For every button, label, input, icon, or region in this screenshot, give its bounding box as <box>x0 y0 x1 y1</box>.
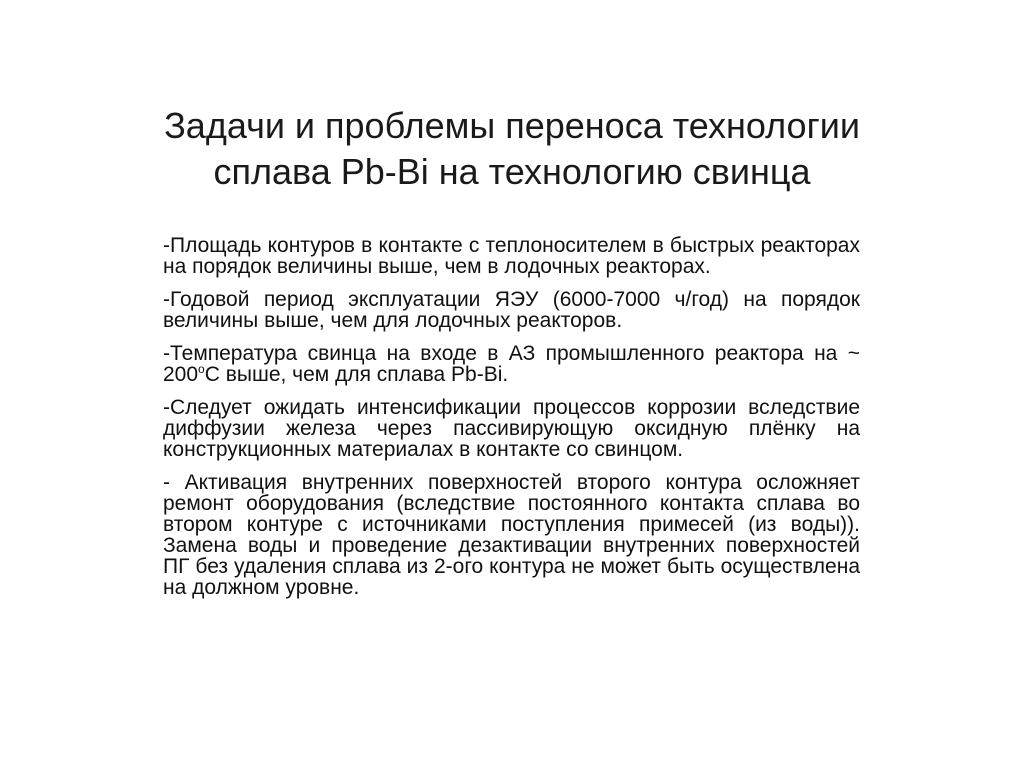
slide-title <box>80 103 944 195</box>
title-line-2: сплава Pb-Bi на технологию свинца <box>213 151 811 192</box>
list-item <box>163 235 860 277</box>
item-text-after: С выше, чем для сплава Pb-Bi. <box>204 363 509 386</box>
list-item <box>163 472 860 598</box>
list-item <box>163 343 860 385</box>
title-line-1: Задачи и проблемы переноса технологии <box>164 105 860 146</box>
item-text: -Следует ожидать интенсификации процессов коррозии вследствие диффузии железа через пассивирующую оксидную плёнку на конструкционных материалах в контакте со свинцом. <box>163 396 860 461</box>
list-item <box>163 397 860 460</box>
item-text-before: -Температура свинца на входе в АЗ промышленного реактора на ~ 200 <box>163 342 860 386</box>
degree-superscript: о <box>198 362 205 376</box>
bullet-list <box>163 235 860 610</box>
item-text: -Годовой период эксплуатации ЯЭУ (6000-7000 ч/год) на порядок величины выше, чем для лодочных реакторов. <box>163 288 860 332</box>
item-text: - Активация внутренних поверхностей второго контура осложняет ремонт оборудования (вследствие постоянного контакта сплава во втором контуре с источниками поступления примесей (из воды)). Замена воды и проведение дезактивации внутренних поверхностей ПГ без удаления сплава из 2-ого контура не может быть осуществлена на должном уровне. <box>163 471 860 599</box>
item-text: -Площадь контуров в контакте с теплоносителем в быстрых реакторах на порядок величины выше, чем в лодочных реакторах. <box>163 234 860 278</box>
list-item <box>163 289 860 331</box>
